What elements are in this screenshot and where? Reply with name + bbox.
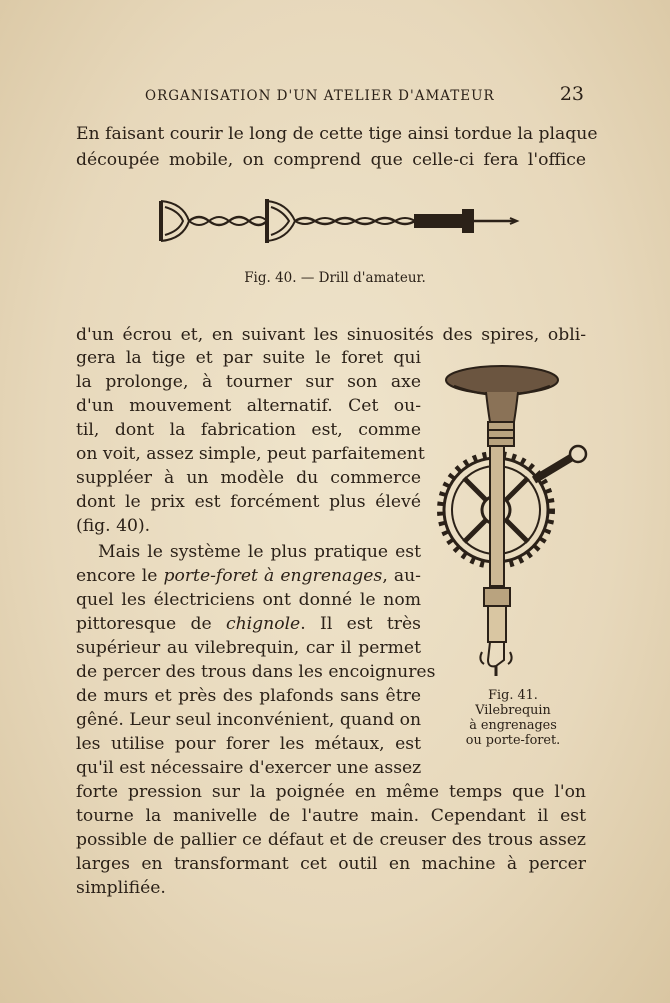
figure-40-caption: Fig. 40. — Drill d'amateur. [244, 270, 426, 286]
text-line: gera la tige et par suite le foret qui [76, 348, 421, 368]
text-line: d'un mouvement alternatif. Cet ou- [76, 396, 421, 416]
text-line: Mais le système le plus pratique est [98, 542, 421, 562]
text-line: possible de pallier ce défaut et de creuser des trous assez [76, 830, 586, 850]
text-line: de murs et près des plafonds sans être [76, 686, 421, 706]
caption-line: à engrenages [469, 718, 557, 733]
page-number: 23 [559, 83, 584, 105]
text-line: de percer des trous dans les encoignures [76, 662, 436, 682]
text-line: qu'il est nécessaire d'exercer une assez [76, 758, 422, 778]
text-line: supérieur au vilebrequin, car il permet [76, 638, 421, 658]
caption-line: Fig. 41. [488, 688, 538, 703]
text-line: les utilise pour forer les métaux, est [76, 734, 421, 754]
text-line: (fig. 40). [76, 516, 151, 536]
caption-line: Vilebrequin [475, 703, 551, 718]
text-line: forte pression sur la poignée en même temps que l'on [76, 782, 586, 802]
text-run: , au- [382, 566, 421, 586]
text-line: dont le prix est forcément plus élevé [76, 492, 421, 512]
text-line: la prolonge, à tourner sur son axe [76, 372, 421, 392]
caption-line: ou porte-foret. [465, 733, 561, 748]
text-line [76, 564, 421, 588]
running-header [145, 83, 590, 110]
italic-term: chignole [225, 614, 301, 634]
running-title: ORGANISATION D'UN ATELIER D'AMATEUR [145, 88, 495, 104]
text-run: pittoresque de [76, 614, 226, 634]
text-line: tourne la manivelle de l'autre main. Cependant il est [76, 806, 586, 826]
text-line: d'un écrou et, en suivant les sinuosités des spires, obli- [76, 325, 586, 345]
italic-term: porte-foret à engrenages [163, 566, 383, 586]
text-line: gêné. Leur seul inconvénient, quand on [76, 710, 422, 730]
geared-drill-illustration [434, 360, 590, 680]
text-line: simplifiée. [76, 878, 166, 898]
text-run: encore le [76, 566, 164, 586]
figure-41-caption [438, 688, 588, 748]
text-line: découpée mobile, on comprend que celle-ci fera l'office [76, 150, 586, 170]
text-line [76, 612, 421, 636]
text-line: En faisant courir le long de cette tige ainsi tordue la plaque [76, 124, 598, 144]
text-line: suppléer à un modèle du commerce [76, 468, 421, 488]
text-line: quel les électriciens ont donné le nom [76, 590, 421, 610]
text-line: on voit, assez simple, peut parfaitement [76, 444, 425, 464]
text-run: . Il est très [300, 614, 421, 634]
text-line: larges en transformant cet outil en machine à percer [76, 854, 586, 874]
hand-drill-illustration [155, 193, 520, 249]
text-line: til, dont la fabrication est, comme [76, 420, 421, 440]
